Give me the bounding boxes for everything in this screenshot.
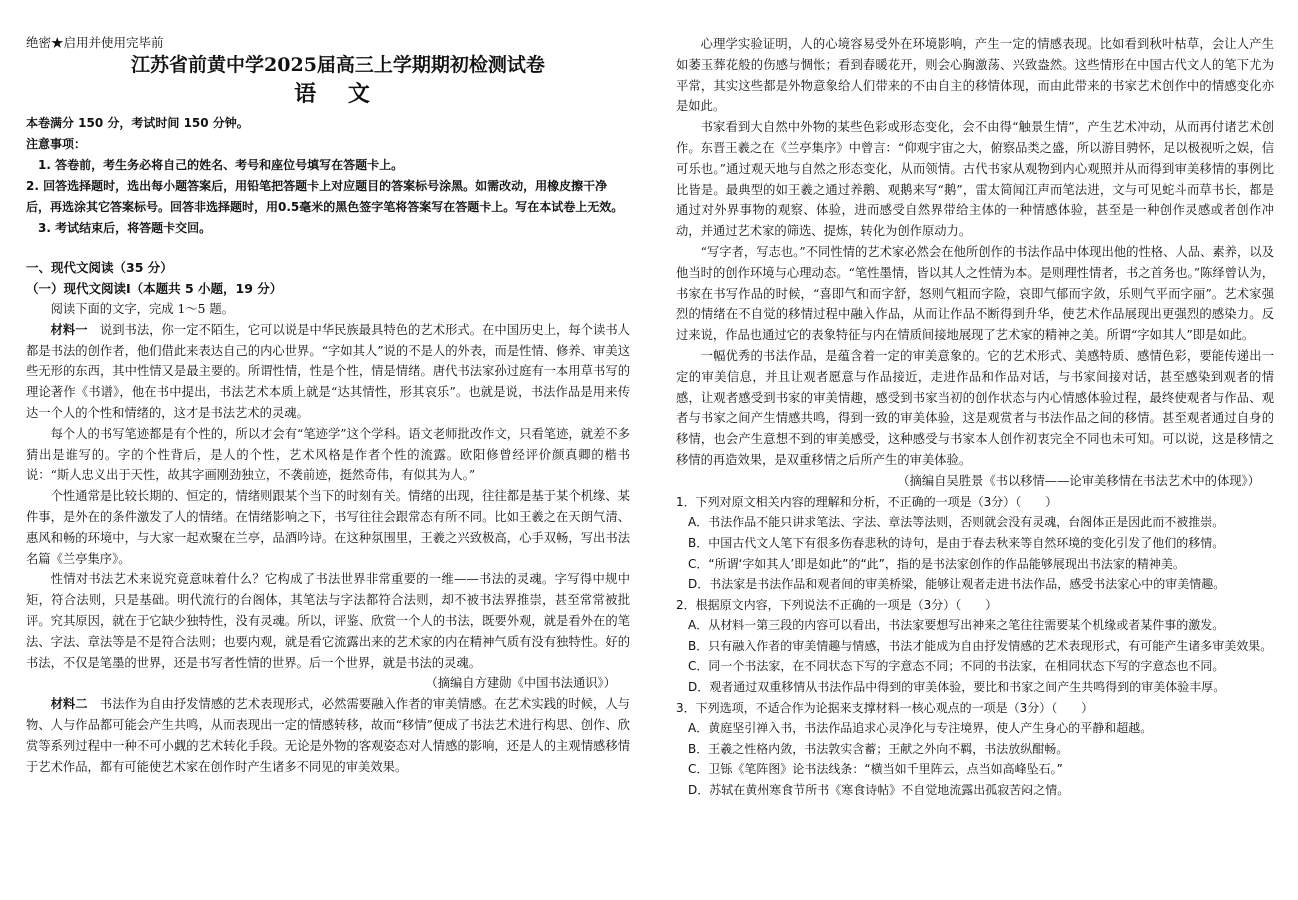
sub-section-heading: （一）现代文阅读Ⅰ（本题共 5 小题，19 分） <box>26 281 283 296</box>
exam-title: 江苏省前黄中学2025届高三上学期期初检测试卷 <box>131 54 545 76</box>
question-option: D．苏轼在黄州寒食节所书《寒食诗帖》不自觉地流露出孤寂苦闷之情。 <box>688 783 1070 798</box>
question-option: B．中国古代文人笔下有很多伤春悲秋的诗句，是由于春去秋来等自然环境的变化引发了他们的移情。 <box>688 535 1225 550</box>
material1-para-text: 说到书法，你一定不陌生，它可以说是中华民族最具特色的艺术形式。在中国历史上，每个读书人都是书法的创作者，他们借此来表达自己的内心世界。“字如其人”说的不是人的外表，而是性情、修养、审美这些无形的东西，其中性情又是最主要的。所谓性情，性是个性，情是情绪。唐代书法家孙过庭有一本用草书写的理论著作《书谱》，他在书中提出，书法艺术本质上就是“达其情性，形其哀乐”。也就是说，书法作品是用来传达一个人的个性和情绪的，这才是书法艺术的灵魂。 <box>26 322 630 420</box>
question-stem: 1．下列对原文相关内容的理解和分析，不正确的一项是（3分）（ ） <box>676 494 1058 509</box>
material2-source: （摘编自吴胜景《书以移情——论审美移情在书法艺术中的体现》） <box>897 473 1260 488</box>
material1-source: （摘编自方建勋《中国书法通识》） <box>425 676 616 691</box>
material2-para: 心理学实验证明，人的心境容易受外在环境影响，产生一定的情感表现。比如看到秋叶枯草，会让人产生如萎玉葬花般的伤感与惆怅；看到春暖花开，则会心胸激荡、兴致盎然。这些情形在中国古代文人的笔下尤为平常，其实这些都是外物意象给人们带来的不由自主的移情体现，而由此带来的书家艺术创作中的情感变化亦是如此。 <box>676 37 1274 114</box>
note-item: 3. 考试结束后，将答题卡交回。 <box>38 221 212 235</box>
left-column <box>26 34 630 778</box>
subject-title: 语 文 <box>294 81 382 107</box>
question-2 <box>676 595 1274 698</box>
material2-label: 材料二 <box>50 696 88 712</box>
notice-title: 注意事项： <box>26 137 87 151</box>
question-option: C．同一个书法家，在不同状态下写的字意态不同；不同的书法家，在相同状态下写的字意态也不同。 <box>688 659 1225 674</box>
question-stem: 2．根据原文内容，下列说法不正确的一项是（3分）（ ） <box>676 597 998 612</box>
material1-para <box>26 320 630 424</box>
question-3 <box>676 698 1274 801</box>
question-option: D．书法家是书法作品和观者间的审美桥梁，能够让观者走进书法作品，感受书法家心中的审美情趣。 <box>688 577 1226 592</box>
question-option: C．“所谓‘字如其人’即是如此”的“此”，指的是书法家创作的作品能够展现出书法家的精神美。 <box>688 556 1185 571</box>
confidential-mark: 绝密★启用并使用完毕前 <box>26 35 164 50</box>
exam-info <box>26 113 630 239</box>
question-option: B．只有融入作者的审美情趣与情感，书法才能成为自由抒发情感的艺术表现形式，有可能产生诸多审美效果。 <box>688 638 1273 653</box>
note-item: 1. 答卷前，考生务必将自己的姓名、考号和座位号填写在答题卡上。 <box>38 158 404 172</box>
material1-para: 每个人的书写笔迹都是有个性的，所以才会有“笔迹学”这个学科。语文老师批改作文，只看笔迹，就差不多猜出是谁写的。字的个性背后，是人的个性，艺术风格是作者个性的流露。欧阳修曾经评价颜真卿的楷书说：“斯人忠义出于天性，故其字画刚劲独立，不袭前迹，挺然奇伟，有似其为人。” <box>26 426 630 483</box>
right-column <box>676 34 1274 801</box>
material2-para-text: 书法作为自由抒发情感的艺术表现形式，必然需要融入作者的审美情感。在艺术实践的时候，人与物、人与作品都可能会产生共鸣，从而表现出一定的情感转移，故而“移情”便成了书法艺术进行构思、创作、欣赏等系列过程中一种不可小觑的艺术转化手段。无论是外物的客观姿态对人情感的影响，还是人的主观情感移情于艺术作品，都有可能使艺术家在创作时产生诸多不同见的审美效果。 <box>26 697 630 774</box>
material2-para: “写字者，写志也。”不同性情的艺术家必然会在他所创作的书法作品中体现出他的性格、人品、素养，以及他当时的创作环境与心理动态。“笔性墨情，皆以其人之性情为本。是则理性情者，书之首务也。”陈绎曾认为，书家在书写作品的时候，“喜即气和而字舒，怒则气粗而字险，哀即气郁而字敛，乐则气平而字丽”。艺术家强烈的情绪在不自觉的移情过程中融入作品，从而让作品不断得到升华，使艺术作品展现出更强烈的感染力。反过来说，作品也通过它的表象特征与内在情质间接地展现了艺术家的精神之美。所谓“字如其人”即是如此。 <box>676 244 1274 343</box>
material1-label: 材料一 <box>50 321 88 337</box>
question-stem: 3．下列选项，不适合作为论据来支撑材料一核心观点的一项是（3分）（ ） <box>676 700 1094 715</box>
material1-para: 性情对书法艺术来说究竟意味着什么？它构成了书法世界非常重要的一维——书法的灵魂。字写得中规中矩，符合法则，只是基础。明代流行的台阁体，其笔法与字法都符合法则，却不被书法界推崇，甚至常常被批评。究其原因，就在于它缺少独特性，没有灵魂。所以，评鉴、欣赏一个人的书法，既要外观，就是看外在的笔法、字法、章法等是不是符合法则；也要内观，就是看它流露出来的艺术家的内在精神气质有没有独特性。好的书法，不仅是笔墨的世界，还是书写者性情的世界。后一个世界，就是书法的灵魂。 <box>26 572 630 670</box>
instruction: 阅读下面的文字，完成 1～5 题。 <box>50 302 234 316</box>
score-time: 本卷满分 150 分，考试时间 150 分钟。 <box>26 116 249 130</box>
question-option: D．观者通过双重移情从书法作品中得到的审美体验，要比和书家之间产生共鸣得到的审美体验丰厚。 <box>688 680 1226 695</box>
question-option: A．黄庭坚引禅入书，书法作品追求心灵净化与专注境界，使人产生身心的平静和超越。 <box>688 721 1153 736</box>
material2-para: 一幅优秀的书法作品，是蕴含着一定的审美意象的。它的艺术形式、美感特质、感情色彩，要能传递出一定的审美信息，并且让观者愿意与作品接近，走进作品和作品对话，与书家间接对话，甚至感染到观者的情感，让观者感受到书家的审美情趣，感受到书家当初的创作状态与内心情感体验过程，最终使观者与作品、观者与书家之间产生情感共鸣，得到一致的审美体验，这是观赏者与书法作品之间的移情。甚至观者通过自身的移情，也会产生意想不到的审美感受，这种感受与书家本人创作初衷完全不同也未可知。可以说，这是移情之移情的再造效果，是双重移情之后所产生的审美体验。 <box>676 348 1274 467</box>
question-option: A．书法作品不能只讲求笔法、字法、章法等法则，否则就会没有灵魂，台阁体正是因此而不被推崇。 <box>688 515 1225 530</box>
question-option: B．王羲之性格内敛，书法敦实含蓄；王献之外向不羁，书法放纵酣畅。 <box>688 741 1069 756</box>
question-option: A．从材料一第三段的内容可以看出，书法家要想写出神来之笔往往需要某个机缘或者某件事的激发。 <box>688 618 1225 633</box>
note-item: 2. 回答选择题时，选出每小题答案后，用铅笔把答题卡上对应题目的答案标号涂黑。如需改动，用橡皮擦干净后，再选涂其它答案标号。回答非选择题时，用0.5毫米的黑色签字笔将答案写在答题卡上。写在本试卷上无效。 <box>26 179 624 214</box>
material2-para: 书家看到大自然中外物的某些色彩或形态变化，会不由得“触景生情”，产生艺术冲动，从而再付诸艺术创作。东晋王羲之在《兰亭集序》中曾言：“仰观宇宙之大，俯察品类之盛，所以游目骋怀，足以极视听之娱，信可乐也。”通过观天地与自然之形态变化，从而领情。古代书家从观物到内心观照并从而得到审美移情的事例比比皆是。最典型的如王羲之通过养鹅、观鹅来写“鹅”，雷太简闻江声而笔法进，文与可见蛇斗而草书长，都是通过对外界事物的观察、体验，进而感受自然界带给主体的一种情感体验，甚至是一种创作灵感或者创作冲动，并通过艺术家的筛选、提炼，转化为创作原动力。 <box>676 120 1274 239</box>
material2-para <box>26 694 630 777</box>
question-1 <box>676 492 1274 595</box>
material1-para: 个性通常是比较长期的、恒定的，情绪则跟某个当下的时刻有关。情绪的出现，往往都是基于某个机缘、某件事，是外在的条件激发了人的情绪。在情绪影响之下，书写往往会跟常态有所不同。比如王羲之在天朗气清、惠风和畅的环境中，与大家一起欢聚在兰亭，品酒吟诗。在这种氛围里，王羲之兴致极高，心手双畅，写出书法名篇《兰亭集序》。 <box>26 489 630 566</box>
question-option: C．卫铄《笔阵图》论书法线条：“横当如千里阵云，点当如高峰坠石。” <box>688 762 1063 777</box>
section-heading: 一、现代文阅读（35 分） <box>26 260 173 275</box>
